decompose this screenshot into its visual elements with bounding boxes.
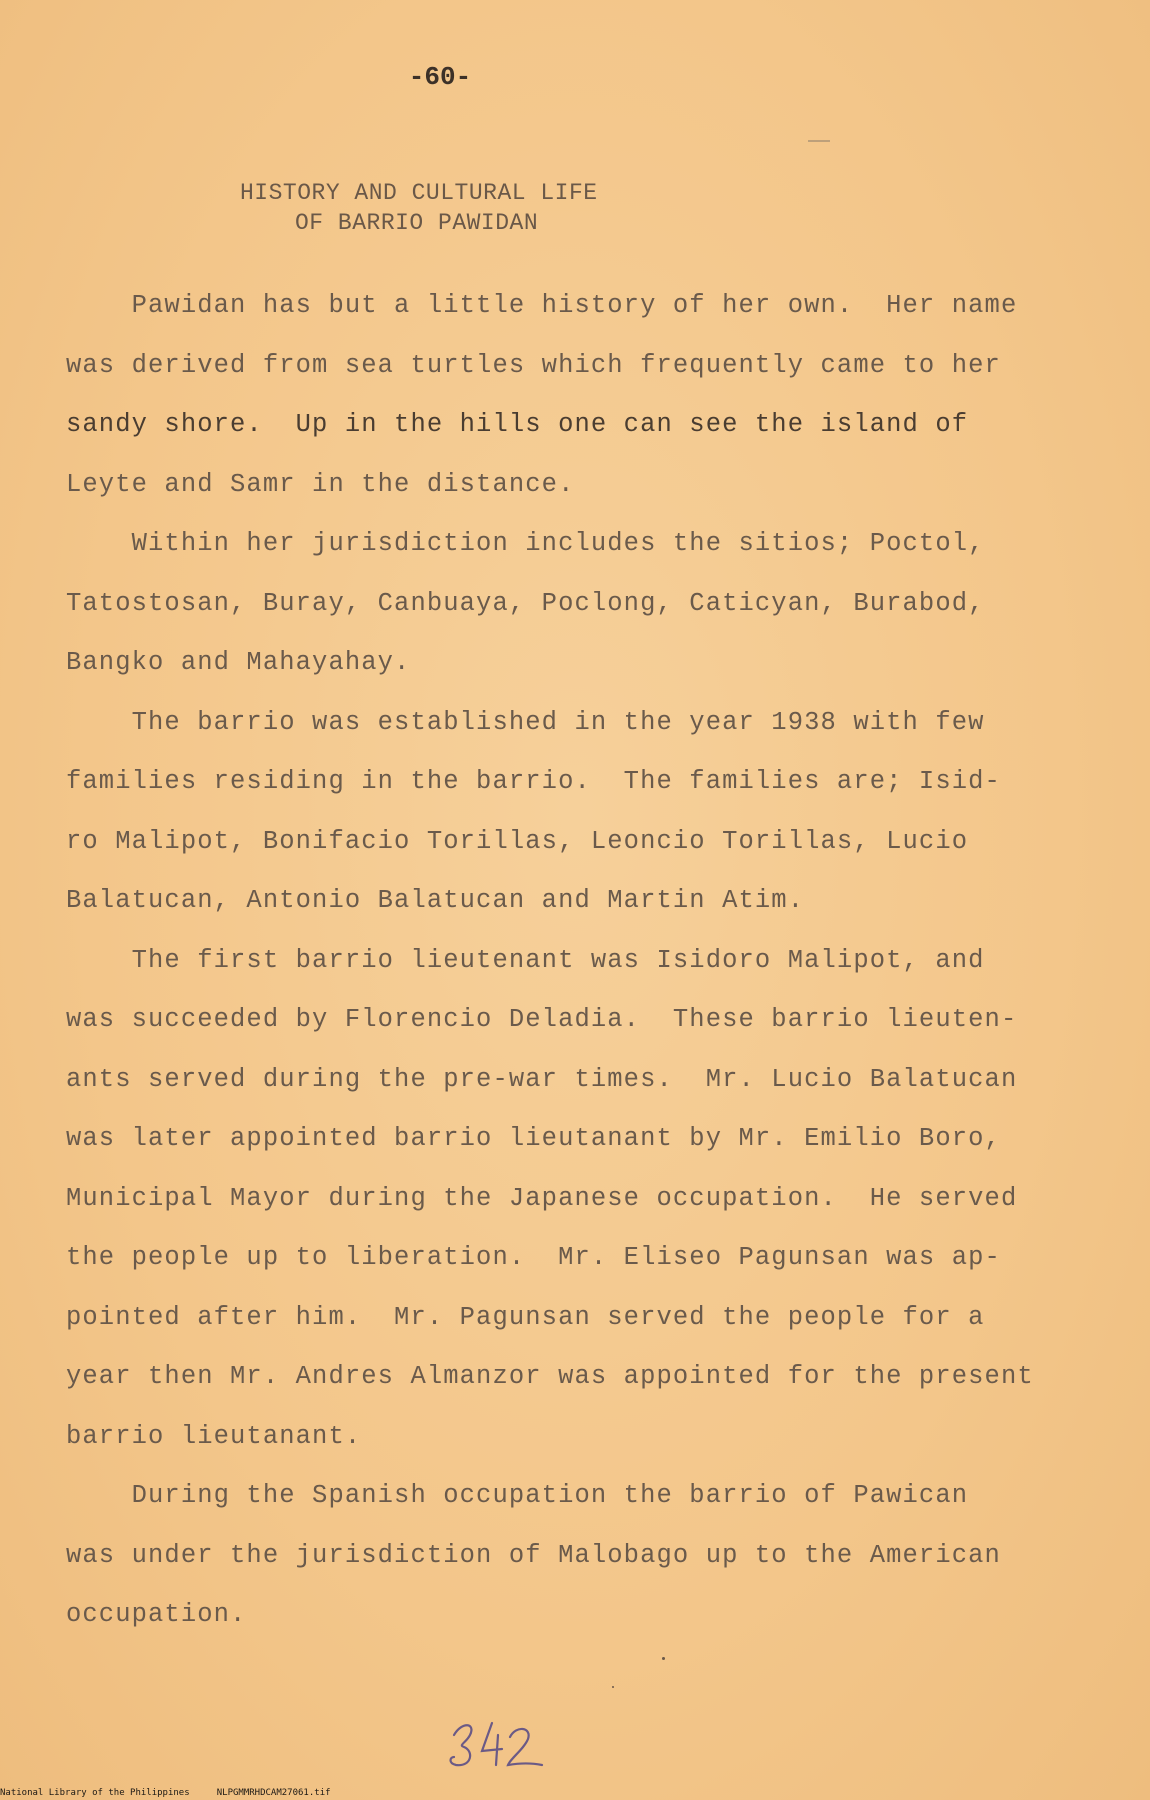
text-line: Leyte and Samr in the distance.: [66, 469, 575, 499]
ink-speck: [612, 1686, 614, 1688]
text-line: ants served during the pre-war times. Mr. Lucio Balatucan: [66, 1064, 1018, 1094]
archive-footer: National Library of the Philippines NLPGMMRHDCAM27061.tif: [0, 1788, 331, 1798]
margin-mark: [808, 140, 830, 142]
text-line: the people up to liberation. Mr. Eliseo Pagunsan was ap-: [66, 1243, 1001, 1272]
text-line: Balatucan, Antonio Balatucan and Martin Atim.: [66, 886, 805, 915]
title-line-1: HISTORY AND CULTURAL LIFE: [240, 180, 598, 206]
text-line: occupation.: [66, 1600, 247, 1629]
text-line: Bangko and Mahayahay.: [66, 648, 411, 677]
text-line: was under the jurisdiction of Malobago up to the American: [66, 1540, 1001, 1570]
text-line: Pawidan has but a little history of her own. Her name: [66, 291, 1018, 320]
handwritten-page-number: [440, 1705, 550, 1775]
text-line: year then Mr. Andres Almanzor was appointed for the present: [66, 1362, 1034, 1391]
body-text: [66, 291, 1096, 1660]
text-line: was succeeded by Florencio Deladia. These barrio lieuten-: [66, 1005, 1018, 1034]
text-line: was derived from sea turtles which frequently came to her: [66, 350, 1001, 380]
text-line: The first barrio lieutenant was Isidoro Malipot, and: [66, 945, 985, 975]
text-line: Municipal Mayor during the Japanese occupation. He served: [66, 1183, 1018, 1213]
page-title: [240, 178, 598, 238]
title-line-2: OF BARRIO PAWIDAN: [295, 210, 539, 236]
text-line: sandy shore. Up in the hills one can see the island of: [66, 410, 969, 439]
text-line: Within her jurisdiction includes the sitios; Poctol,: [66, 529, 985, 558]
text-line: During the Spanish occupation the barrio of Pawican: [66, 1481, 969, 1510]
text-line: ro Malipot, Bonifacio Torillas, Leoncio Torillas, Lucio: [66, 826, 969, 856]
ink-speck: [662, 1657, 665, 1660]
page-number: -60-: [408, 62, 472, 92]
text-line: was later appointed barrio lieutanant by Mr. Emilio Boro,: [66, 1124, 1001, 1153]
text-line: barrio lieutanant.: [66, 1421, 362, 1451]
text-line: The barrio was established in the year 1938 with few: [66, 707, 985, 737]
text-line: families residing in the barrio. The families are; Isid-: [66, 767, 1001, 796]
text-line: Tatostosan, Buray, Canbuaya, Poclong, Caticyan, Burabod,: [66, 588, 985, 618]
text-line: pointed after him. Mr. Pagunsan served the people for a: [66, 1302, 985, 1332]
